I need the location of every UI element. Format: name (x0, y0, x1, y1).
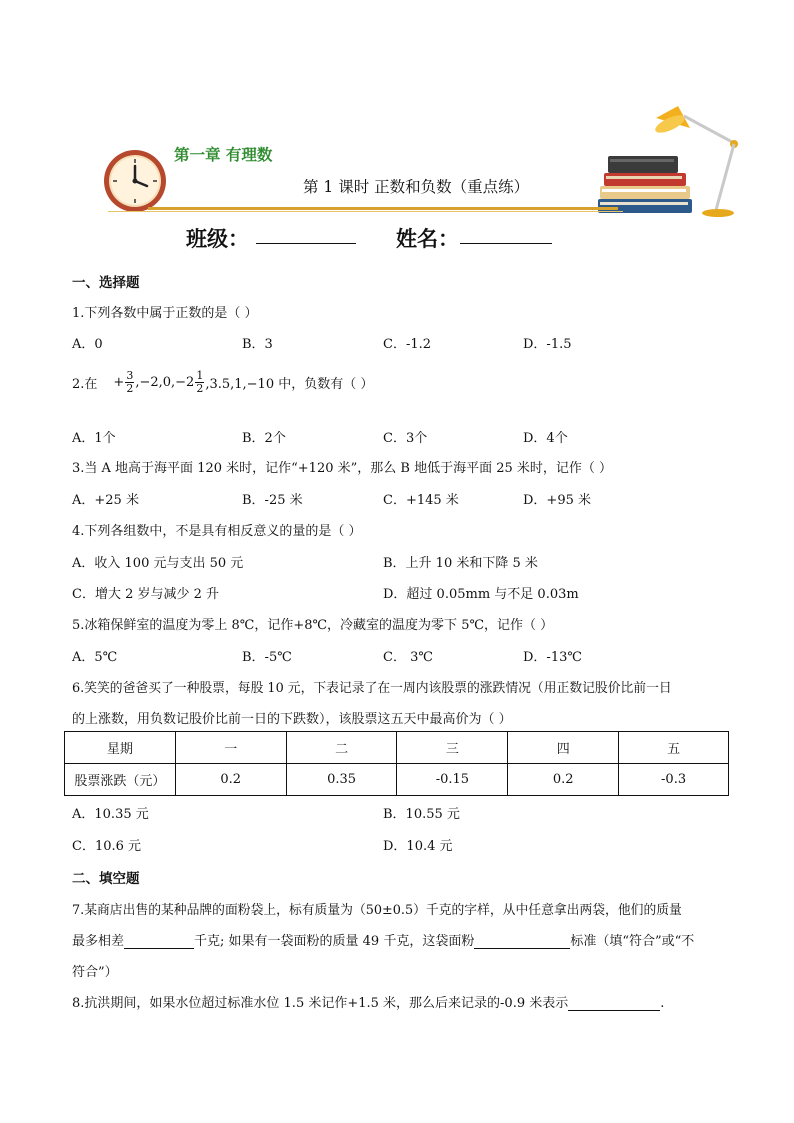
q7-blank-2[interactable] (474, 935, 570, 949)
table-cell: 股票涨跌（元） (65, 764, 176, 796)
q6-stem-line1: 6.笑笑的爸爸买了一种股票，每股 10 元，下表记录了在一周内该股票的涨跌情况（用正数记股价比前一日 (72, 681, 672, 696)
q2-frac2-den: 2 (196, 382, 204, 395)
name-label: 姓名： (396, 226, 459, 251)
clock-icon (102, 148, 168, 214)
q5-stem: 5.冰箱保鲜室的温度为零上 8℃，记作+8℃，冷藏室的温度为零下 5℃，记作（ ） (72, 618, 554, 633)
q1-option-b[interactable]: B．3 (242, 337, 273, 352)
q5-option-b[interactable]: B．-5℃ (242, 650, 292, 665)
class-label: 班级： (186, 226, 249, 251)
table-cell: 0.2 (508, 764, 619, 796)
q1-stem: 1.下列各数中属于正数的是（ ） (72, 306, 258, 321)
table-header-cell: 二 (286, 732, 397, 764)
q2-option-b[interactable]: B．2个 (242, 431, 286, 446)
chapter-title: 第一章 有理数 (174, 145, 273, 164)
q2-mid: ,−2,0,−2 (135, 375, 195, 390)
q2-prefix: 2.在 (72, 377, 98, 392)
q6-stem-line2: 的上涨数，用负数记股价比前一日的下跌数），该股票这五天中最高价为（ ） (72, 712, 512, 727)
table-cell: 0.2 (175, 764, 286, 796)
q2-suffix: ,3.5,1,−10 中，负数有（ ） (205, 377, 374, 392)
q7-line2 (72, 930, 694, 949)
section-fill: 二、填空题 (72, 871, 140, 887)
q2-option-a[interactable]: A．1个 (72, 431, 116, 446)
q7-blank-1[interactable] (124, 935, 194, 949)
q2-fraction-2 (195, 370, 204, 395)
q3-option-b[interactable]: B．-25 米 (242, 493, 303, 508)
table-header-cell: 一 (175, 732, 286, 764)
q6-option-d[interactable]: D．10.4 元 (383, 839, 453, 854)
section-choice: 一、选择题 (72, 275, 140, 291)
q8-blank[interactable] (568, 997, 660, 1011)
q6-option-b[interactable]: B．10.55 元 (383, 807, 460, 822)
q3-option-d[interactable]: D．+95 米 (523, 493, 591, 508)
q7-text-c: 标准（填“符合”或“不 (570, 934, 695, 949)
q1-option-d[interactable]: D．-1.5 (523, 337, 572, 352)
q8-end: . (660, 996, 665, 1011)
q7-line3: 符合”） (72, 965, 118, 980)
table-cell: -0.15 (397, 764, 508, 796)
class-blank[interactable] (256, 222, 356, 244)
books-lamp-illustration (598, 98, 748, 223)
q2-fraction-1 (125, 370, 134, 395)
q7-line1: 7.某商店出售的某种品牌的面粉袋上，标有质量为（50±0.5）千克的字样，从中任意拿出两袋，他们的质量 (72, 903, 682, 918)
q4-stem: 4.下列各组数中，不是具有相反意义的量的是（ ） (72, 524, 362, 539)
q4-option-d[interactable]: D．超过 0.05mm 与不足 0.03m (383, 587, 579, 602)
q2-frac1-num: 3 (126, 369, 134, 382)
table-cell: 0.35 (286, 764, 397, 796)
q5-option-a[interactable]: A．5℃ (72, 650, 118, 665)
table-header-cell: 星期 (65, 732, 176, 764)
q6-option-a[interactable]: A．10.35 元 (72, 807, 149, 822)
table-header-cell: 三 (397, 732, 508, 764)
table-row (65, 764, 729, 796)
banner-line-thin (108, 211, 623, 212)
q7-text-a: 最多相差 (72, 934, 125, 949)
name-blank[interactable] (460, 222, 552, 244)
table-header-cell: 四 (508, 732, 619, 764)
q2-plus: + (113, 375, 125, 390)
q3-option-c[interactable]: C．+145 米 (383, 493, 459, 508)
q5-option-c[interactable]: C． 3℃ (383, 650, 433, 665)
lesson-title: 第 1 课时 正数和负数（重点练） (303, 178, 530, 196)
q4-option-c[interactable]: C．增大 2 岁与减少 2 升 (72, 587, 220, 602)
q2-frac1-den: 2 (126, 382, 134, 395)
q1-option-c[interactable]: C．-1.2 (383, 337, 432, 352)
table-header-row (65, 732, 729, 764)
q2-stem (72, 370, 373, 395)
q4-option-b[interactable]: B．上升 10 米和下降 5 米 (383, 556, 538, 571)
q4-option-a[interactable]: A．收入 100 元与支出 50 元 (72, 556, 244, 571)
stock-table (64, 731, 729, 796)
q7-text-b: 千克; 如果有一袋面粉的质量 49 千克，这袋面粉 (194, 934, 475, 949)
q5-option-d[interactable]: D．-13℃ (523, 650, 582, 665)
q3-stem: 3.当 A 地高于海平面 120 米时，记作“+120 米”，那么 B 地低于海平面 25 米时，记作（ ） (72, 461, 613, 476)
q2-frac2-num: 1 (196, 369, 204, 382)
banner-line (148, 207, 618, 210)
q2-option-c[interactable]: C．3个 (383, 431, 428, 446)
q2-option-d[interactable]: D．4个 (523, 431, 568, 446)
q3-option-a[interactable]: A．+25 米 (72, 493, 139, 508)
q6-option-c[interactable]: C．10.6 元 (72, 839, 142, 854)
q8-stem (72, 992, 664, 1011)
q1-option-a[interactable]: A．0 (72, 337, 103, 352)
table-cell: -0.3 (619, 764, 729, 796)
table-header-cell: 五 (619, 732, 729, 764)
q8-text: 8.抗洪期间，如果水位超过标准水位 1.5 米记作+1.5 米，那么后来记录的-0.9 米表示 (72, 996, 569, 1011)
